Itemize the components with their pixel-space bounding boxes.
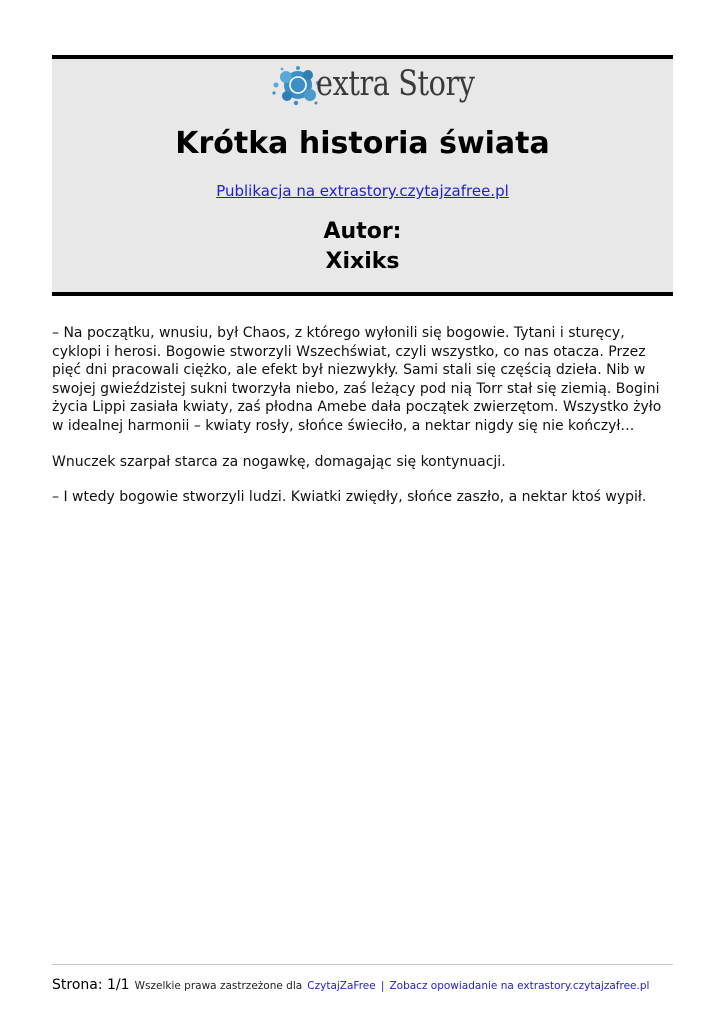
story-paragraph: – I wtedy bogowie stworzyli ludzi. Kwiatki zwiędły, słońce zaszło, a nektar ktoś wypił. (52, 489, 647, 506)
footer (52, 975, 673, 995)
rights-text: Wszelkie prawa zastrzeżone dla (134, 980, 303, 992)
footer-divider (52, 964, 673, 965)
page-title: Krótka historia świata (175, 126, 550, 161)
logo-text: extra Story (316, 64, 475, 104)
rights-link[interactable]: CzytajZaFree (307, 980, 376, 992)
story-paragraph: Wnuczek szarpał starca za nogawkę, domagając się kontynuacji. (52, 453, 506, 470)
page-number: Strona: 1/1 (52, 977, 130, 993)
story-content (52, 324, 673, 524)
story-link[interactable]: Zobacz opowiadanie na extrastory.czytajzafree.pl (389, 980, 650, 992)
story-paragraph: – Na początku, wnusiu, był Chaos, z którego wyłonili się bogowie. Tytani i sturęcy, cyklopi i herosi. Bogowie stworzyli Wszechświat, czyli wszystko, co nas otacza. Przez pięć dni pracowali ciężko, ale efekt był niezwykły. Sami stali się częścią dzieła. Nib w swojej gwieździstej sukni tworzyła niebo, zaś leżący pod nią Torr stał się ziemią. Bogini życia Lippi zasiała kwiaty, zaś płodna Amebe dała początek zwierzętom. Wszystko żyło w idealnej harmonii – kwiaty rosły, słońce świeciło, a nektar nigdy się nie kończył… (52, 325, 662, 434)
site-logo[interactable] (268, 61, 475, 107)
publication-link[interactable]: Publikacja na extrastory.czytajzafree.pl (216, 182, 509, 200)
author-label: Autor: (323, 219, 402, 244)
author-name: Xixiks (325, 249, 400, 274)
footer-separator: | (380, 980, 385, 992)
